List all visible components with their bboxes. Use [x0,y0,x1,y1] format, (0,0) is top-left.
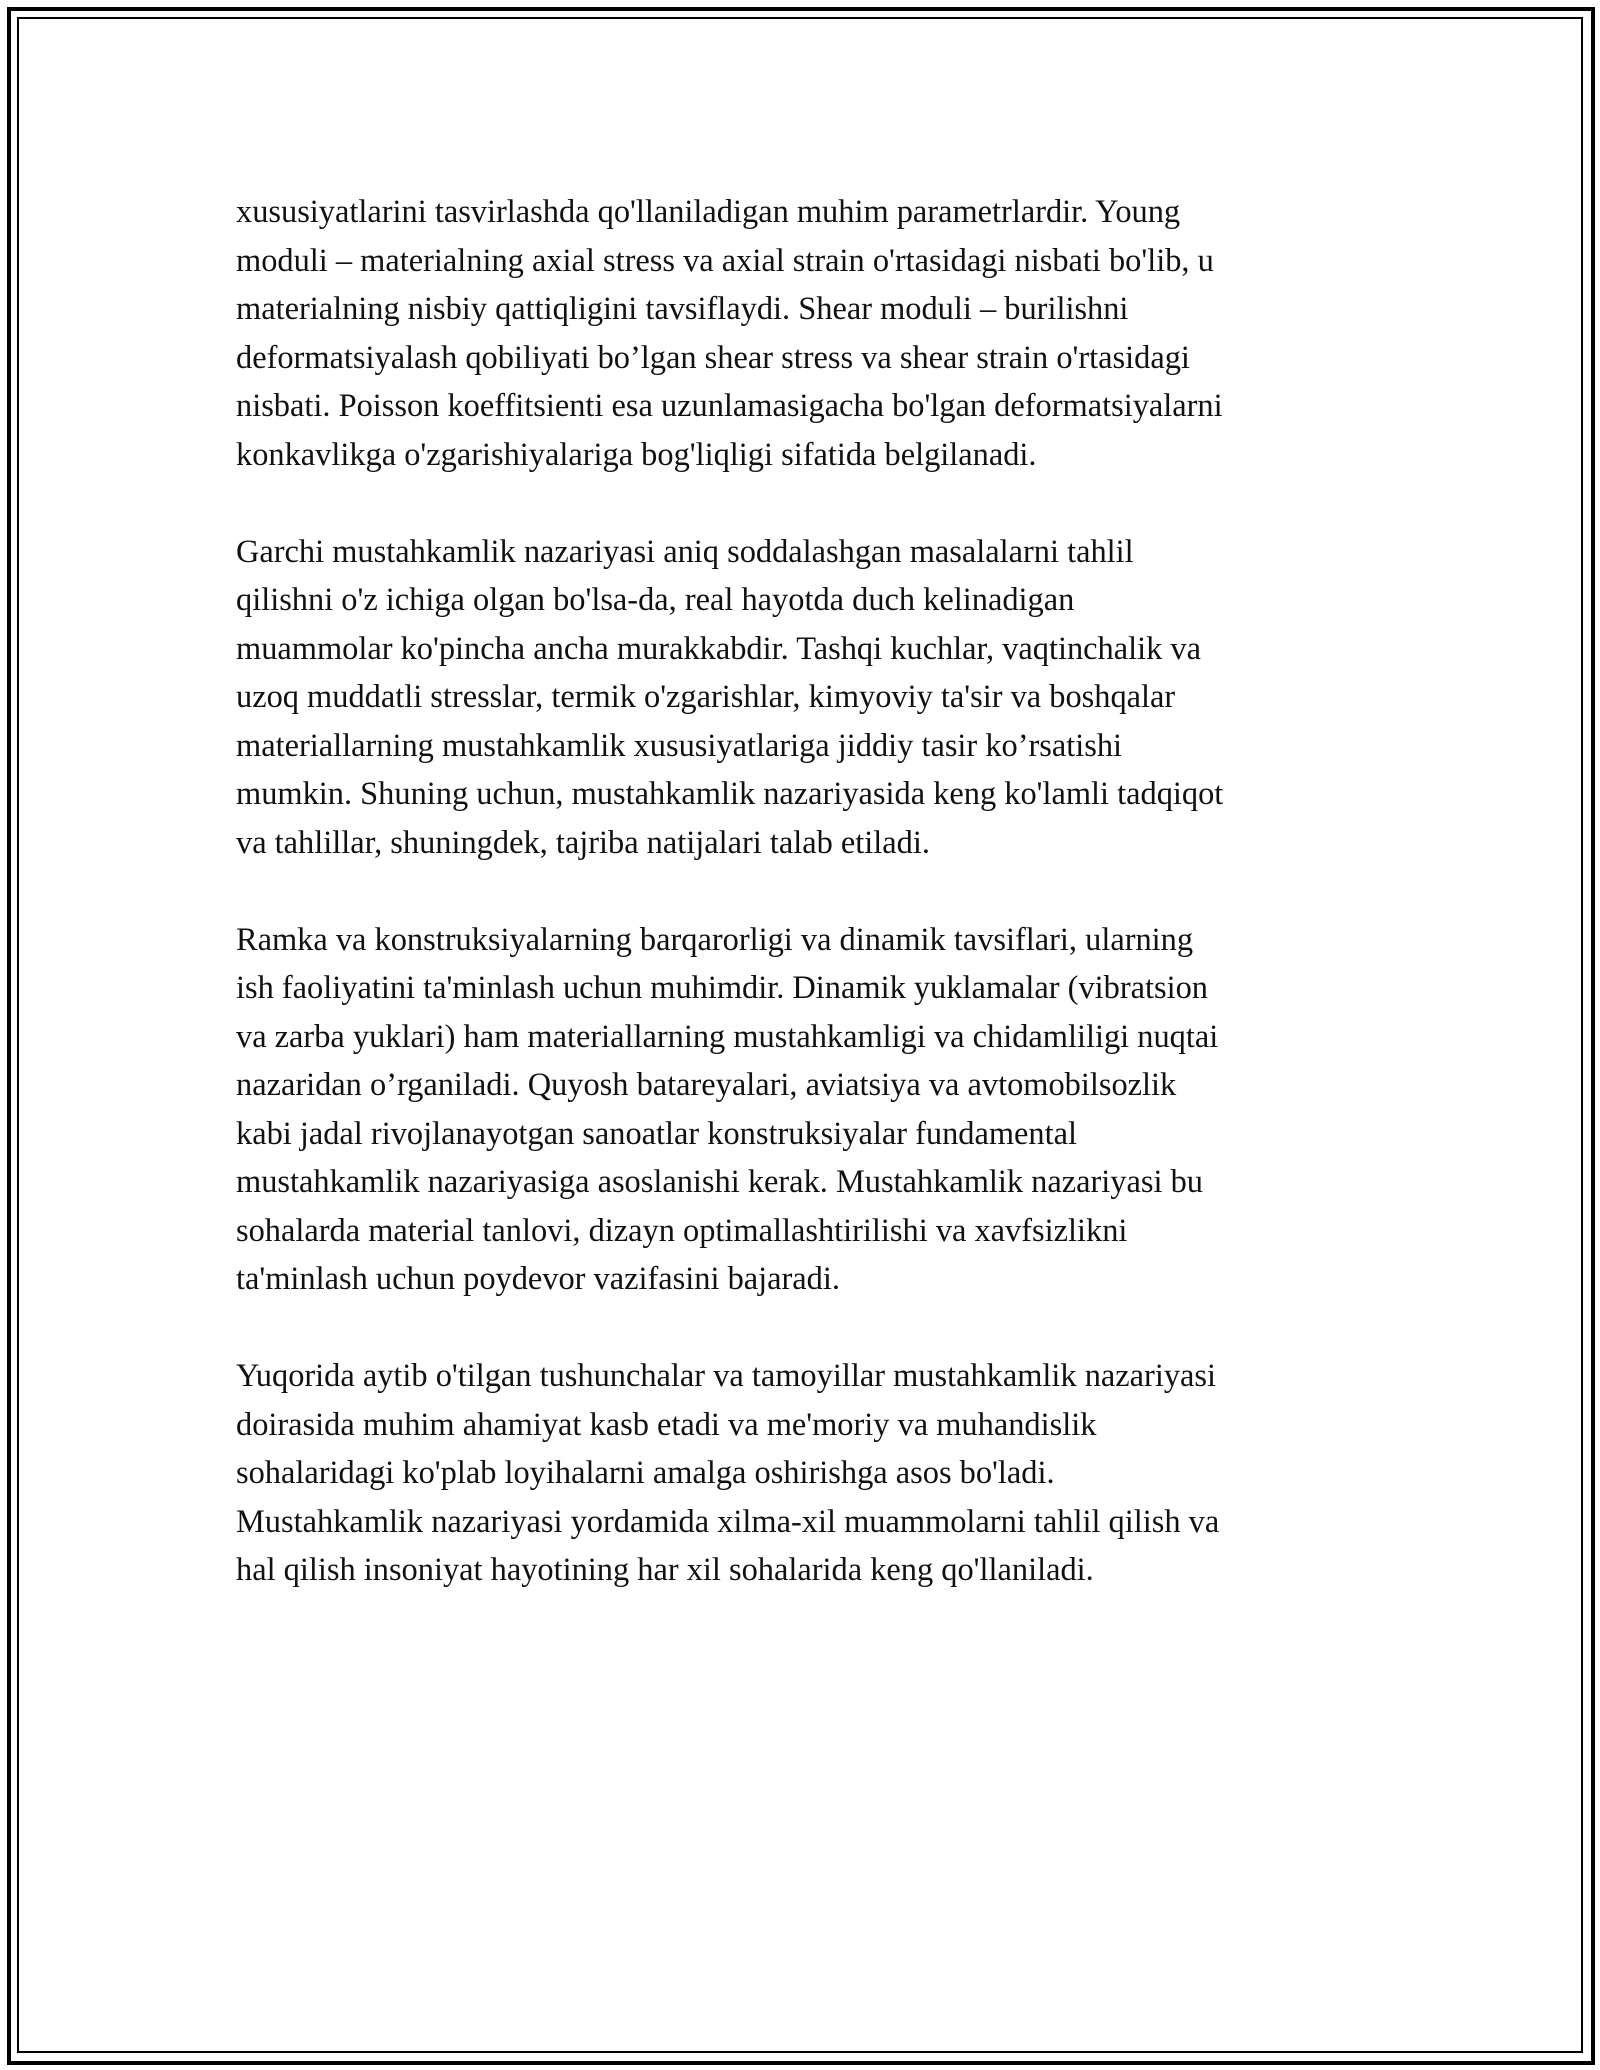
text-line: ish faoliyatini ta'minlash uchun muhimdir. Dinamik yuklamalar (vibratsion [236,970,1208,1006]
text-line: Ramka va konstruksiyalarning barqarorligi va dinamik tavsiflari, ularning [236,921,1194,958]
text-line: Mustahkamlik nazariyasi yordamida xilma-xil muammolarni tahlil qilish va [236,1503,1220,1540]
text-line: moduli – materialning axial stress va axial strain o'rtasidagi nisbati bo'lib, u [236,242,1214,279]
text-line: sohalaridagi ko'plab loyihalarni amalga oshirishga asos bo'ladi. [236,1455,1055,1491]
text-line: va tahlillar, shuningdek, tajriba natijalari talab etiladi. [236,824,930,861]
text-line: va zarba yuklari) ham materiallarning mustahkamligi va chidamliligi nuqtai [236,1018,1219,1055]
paragraph-2 [236,528,1360,868]
text-line: hal qilish insoniyat hayotining har xil sohalarida keng qo'llaniladi. [236,1552,1094,1588]
text-line: ta'minlash uchun poydevor vazifasini bajaradi. [236,1261,840,1297]
paragraph-1 [236,188,1360,479]
text-line: mustahkamlik nazariyasiga asoslanishi kerak. Mustahkamlik nazariyasi bu [236,1164,1203,1200]
text-line: materialning nisbiy qattiqligini tavsiflaydi. Shear moduli – burilishni [236,291,1129,327]
paragraph-4 [236,1352,1360,1595]
text-line: materiallarning mustahkamlik xususiyatlariga jiddiy tasir ko’rsatishi [236,727,1123,764]
text-line: doirasida muhim ahamiyat kasb etadi va me'moriy va muhandislik [236,1406,1097,1443]
text-line: nisbati. Poisson koeffitsienti esa uzunlamasigacha bo'lgan deformatsiyalarni [236,388,1223,424]
text-line: kabi jadal rivojlanayotgan sanoatlar konstruksiyalar fundamental [236,1115,1077,1152]
text-line: Garchi mustahkamlik nazariyasi aniq soddalashgan masalalarni tahlil [236,533,1134,570]
text-line: Yuqorida aytib o'tilgan tushunchalar va tamoyillar mustahkamlik nazariyasi [236,1358,1216,1394]
text-line: uzoq muddatli stresslar, termik o'zgarishlar, kimyoviy ta'sir va boshqalar [236,679,1176,715]
text-line: sohalarda material tanlovi, dizayn optimallashtirilishi va xavfsizlikni [236,1212,1128,1249]
document-body [236,188,1360,1643]
text-line: mumkin. Shuning uchun, mustahkamlik nazariyasida keng ko'lamli tadqiqot [236,776,1224,812]
text-line: xususiyatlarini tasvirlashda qo'llaniladigan muhim parametrlardir. Young [236,194,1181,230]
text-line: qilishni o'z ichiga olgan bo'lsa-da, real hayotda duch kelinadigan [236,582,1075,618]
paragraph-3 [236,916,1360,1304]
text-line: nazaridan o’rganiladi. Quyosh batareyalari, aviatsiya va avtomobilsozlik [236,1067,1177,1103]
text-line: muammolar ko'pincha ancha murakkabdir. Tashqi kuchlar, vaqtinchalik va [236,630,1201,667]
text-line: deformatsiyalash qobiliyati bo’lgan shear stress va shear strain o'rtasidagi [236,339,1190,376]
text-line: konkavlikga o'zgarishiyalariga bog'liqligi sifatida belgilanadi. [236,436,1037,473]
